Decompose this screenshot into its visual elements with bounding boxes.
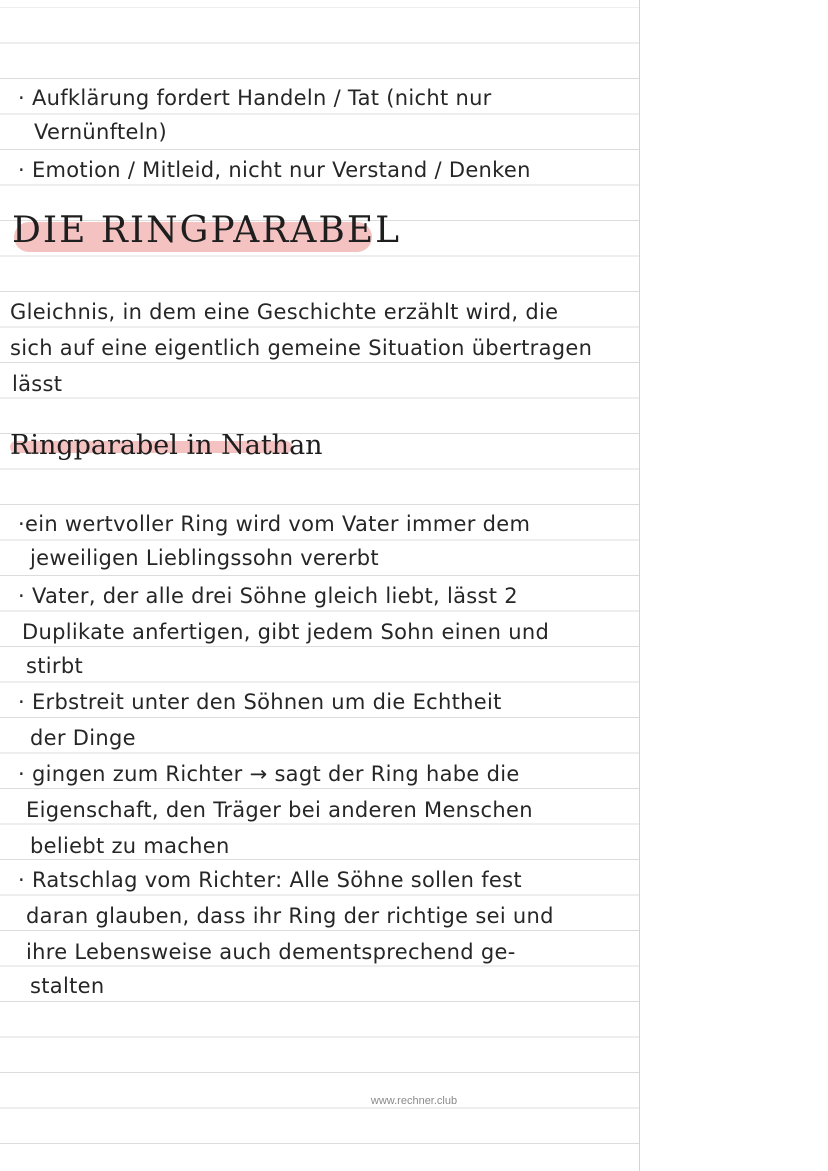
- intro-bullet-2-line-1: · Emotion / Mitleid, nicht nur Verstand / Denken: [18, 158, 531, 182]
- point-5-line-1: · Ratschlag vom Richter: Alle Söhne sollen fest: [18, 868, 522, 892]
- point-4-line-1: · gingen zum Richter → sagt der Ring habe die: [18, 762, 520, 786]
- point-5-line-4: stalten: [30, 974, 105, 998]
- point-5-line-2: daran glauben, dass ihr Ring der richtige sei und: [26, 904, 554, 928]
- definition-line-2: sich auf eine eigentlich gemeine Situation übertragen: [10, 336, 593, 360]
- section-title: [12, 210, 401, 251]
- page-edge-line: [639, 0, 640, 1171]
- point-2-line-3: stirbt: [26, 654, 84, 678]
- definition-line-1: Gleichnis, in dem eine Geschichte erzählt wird, die: [10, 300, 559, 324]
- title-text: DIE RINGPARABEL: [12, 210, 402, 251]
- subsection-heading: [10, 430, 323, 461]
- footer-url: www.rechner.club: [370, 1095, 458, 1107]
- point-4-line-3: beliebt zu machen: [30, 834, 230, 858]
- definition-line-3: lässt: [12, 372, 63, 396]
- point-3-line-1: · Erbstreit unter den Söhnen um die Echtheit: [18, 690, 502, 714]
- point-2-line-2: Duplikate anfertigen, gibt jedem Sohn einen und: [22, 620, 550, 644]
- point-1-line-1: ·ein wertvoller Ring wird vom Vater immer dem: [18, 512, 531, 536]
- intro-bullet-1-line-1: · Aufklärung fordert Handeln / Tat (nicht nur: [18, 86, 492, 110]
- intro-bullet-1-line-2: Vernünfteln): [34, 120, 167, 144]
- point-5-line-3: ihre Lebensweise auch dementsprechend ge-: [26, 940, 516, 964]
- point-4-line-2: Eigenschaft, den Träger bei anderen Menschen: [26, 798, 533, 822]
- point-1-line-2: jeweiligen Lieblingssohn vererbt: [30, 546, 379, 570]
- point-3-line-2: der Dinge: [30, 726, 136, 750]
- point-2-line-1: · Vater, der alle drei Söhne gleich liebt, lässt 2: [18, 584, 518, 608]
- subtitle-text: Ringparabel in Nathan: [10, 430, 323, 461]
